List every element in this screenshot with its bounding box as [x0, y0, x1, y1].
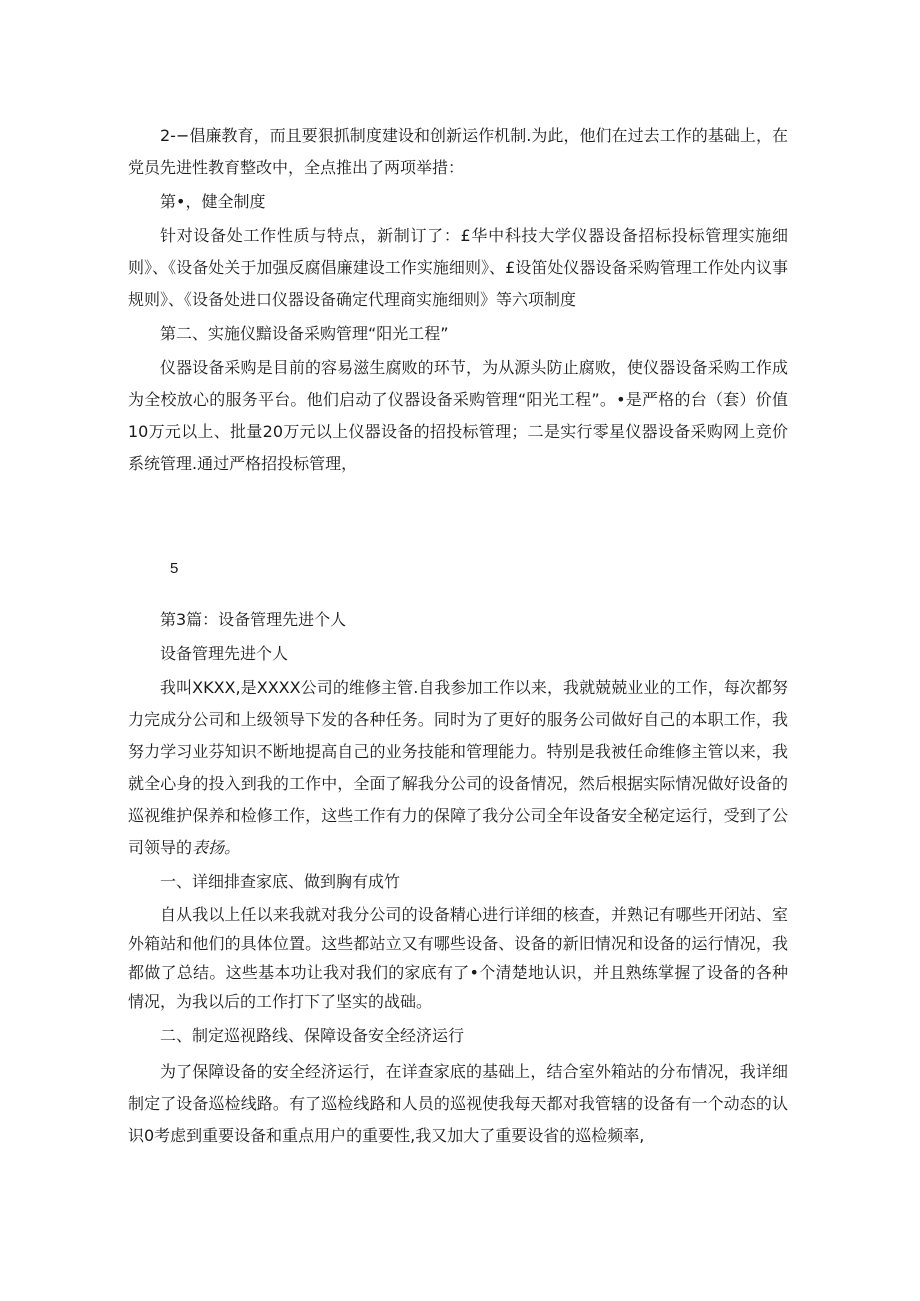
page-number: 5: [170, 560, 179, 577]
introduction-text: 我叫XKXX,是XXXX公司的维修主管.自我参加工作以来，我就兢兢业业的工作，每次都努力完成分公司和上级领导下发的各种任务。同时为了更好的服务公司做好自己的本职工作，我努力学习业芬知识不断地提高自己的业务技能和管理能力。特别是我被任命维修主管以来，我就全心身的投入到我的工作中，全面了解我分公司的设备情况，然后根据实际情况做好设备的巡视维护保养和检修工作，这些工作有力的保障了我分公司全年设备安全秘定运行，受到了公司领导的: [128, 678, 788, 857]
chapter-title: 第3篇：设备管理先进个人: [160, 610, 347, 629]
paragraph-inventory: 自从我以上任以来我就对我分公司的设备精心进行详细的核查，并熟记有哪些开闭站、室外箱站和他们的具体位置。这些都站立又有哪些设备、设备的新旧情况和设备的运行情况，我都做了总结。这些基本功让我对我们的家底有了•个清楚地认识，并且熟练掌握了设备的各种情况，为我以后的工作打下了坚实的战础。: [128, 905, 788, 1011]
paragraph-education: 2-−倡廉教育，而且要狠抓制度建设和创新运作机制.为此，他们在过去工作的基础上，在党员先进性教育整改中，全点推出了两项举措：: [128, 126, 788, 177]
heading-inventory: 一、详细排查家底、做到胸有成竹: [160, 872, 401, 891]
section-top: [128, 120, 788, 480]
paragraph-regulations: 针对设备处工作性质与特点，新制订了：£华中科技大学仪器设备招标投标管理实施细则》、《设备处关于加强反腐倡廉建设工作实施细则》、£设笛处仪器设备采购管理工作处内议事规则》、《设备处进口仪器设备确定代理商实施细则》等六项制度: [128, 226, 788, 309]
paragraph-procurement: 仪器设备采购是目前的容易滋生腐败的环节，为从源头防止腐败，使仪器设备采购工作成为全校放心的服务平台。他们启动了仪器设备采购管理“阳光工程”。•是严格的台（套）价值10万元以上、批量20万元以上仪器设备的招投标管理；二是实行零星仪器设备采购网上竞价系统管理.通过严格招投标管理，: [128, 358, 788, 473]
paragraph-introduction: [128, 672, 788, 864]
article-subtitle: 设备管理先进个人: [160, 644, 289, 663]
heading-second-measure: 第二、实施仪黯设备采购管理“阳光工程”: [160, 324, 449, 343]
introduction-italic-ending: 表扬。: [192, 838, 241, 857]
heading-inspection-route: 二、制定巡视路线、保障设备安全经济运行: [160, 1026, 465, 1045]
section-bottom: [128, 604, 788, 1152]
heading-first-measure: 第•，健全制度: [160, 192, 266, 211]
paragraph-inspection-route: 为了保障设备的安全经济运行，在详查家底的基础上，结合室外箱站的分布情况，我详细制定了设备巡检线路。有了巡检线路和人员的巡视使我每天都对我管辖的设备有一个动态的认识0考虑到重要设备和重点用户的重要性,我又加大了重要设省的巡检频率,: [128, 1062, 788, 1145]
